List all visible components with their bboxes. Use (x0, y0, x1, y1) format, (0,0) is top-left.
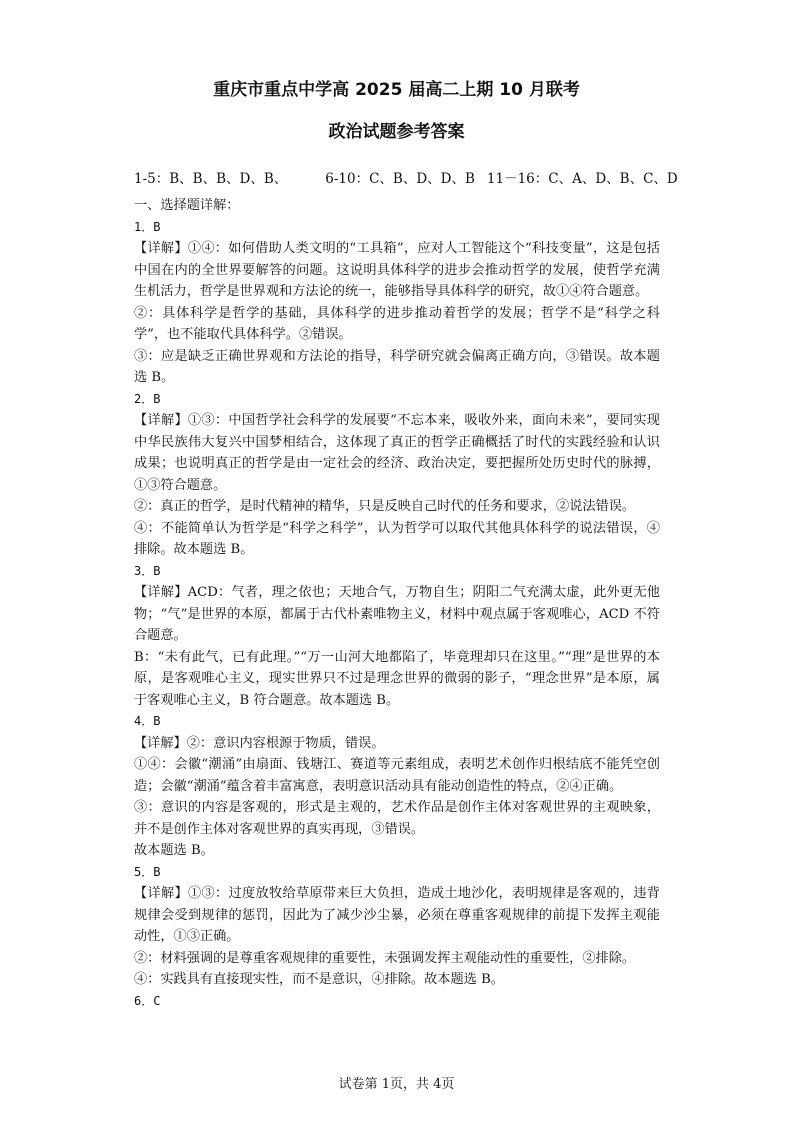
question-number: 1．B (134, 219, 161, 234)
explanations (134, 195, 660, 1012)
explanation-paragraph: 【详解】①④：如何借助人类文明的“工具箱”，应对人工智能这个“科技变量”，这是包括中国在内的全世界要解答的问题。这说明具体科学的进步会推动哲学的发展，使哲学充满生机活力，哲学是世界观和方法论的统一，能够指导具体科学的研究，故①④符合题意。 (134, 241, 660, 299)
explanation-paragraph: 【详解】①③：过度放牧给草原带来巨大负担，造成土地沙化，表明规律是客观的，违背规律会受到规律的惩罚，因此为了减少沙尘暴，必须在尊重客观规律的前提下发挥主观能动性，①③正确。 (134, 886, 660, 944)
answer-key-row (134, 167, 678, 187)
question-number: 5．B (134, 864, 161, 879)
explanation-paragraph: 【详解】①③：中国哲学社会科学的发展要“不忘本来，吸收外来，面向未来”，要同实现中华民族伟大复兴中国梦相结合，这体现了真正的哲学正确概括了时代的实践经验和认识成果；也说明真正的哲学是由一定社会的经济、政治决定，要把握所处历史时代的脉搏，①③符合题意。 (134, 413, 660, 493)
explanation-paragraph: ②：真正的哲学，是时代精神的精华，只是反映自己时代的任务和要求，②说法错误。 (134, 499, 636, 514)
explanation-paragraph: ③：应是缺乏正确世界观和方法论的指导，科学研究就会偏离正确方向，③错误。故本题选 B。 (134, 348, 660, 385)
question-number: 3．B (134, 563, 161, 578)
answer-key-6-10: 6-10：C、B、D、D、B (325, 171, 475, 187)
explanation-paragraph: ②：材料强调的是尊重客观规律的重要性，未强调发挥主观能动性的重要性，②排除。 (134, 950, 636, 966)
explanation-paragraph: B：“未有此气，已有此理。”“万一山河大地都陷了，毕竟理却只在这里。”“理”是世界的本原，是客观唯心主义，现实世界只不过是理念世界的微弱的影子，“理念世界”是本原，属于客观唯心主义，B 符合题意。故本题选 B。 (134, 649, 660, 708)
explanation-paragraph: ①④：会徽“潮涌”由扇面、钱塘江、赛道等元素组成，表明艺术创作归根结底不能凭空创造；会徽“潮涌”蕴含着丰富寓意，表明意识活动具有能动创造性的特点，②④正确。 (134, 757, 660, 794)
explanation-paragraph: ④：实践具有直接现实性，而不是意识，④排除。故本题选 B。 (134, 972, 504, 987)
document-title: 重庆市重点中学高 2025 届高二上期 10 月联考 (213, 80, 580, 100)
answer-key-1-5: 1-5：B、B、B、D、B、 (134, 171, 288, 187)
document-subtitle: 政治试题参考答案 (328, 122, 465, 142)
explanation-paragraph: 故本题选 B。 (134, 843, 214, 858)
explanation-paragraph: 【详解】ACD：气者，理之依也；天地合气，万物自生；阴阳二气充满太虚，此外更无他物；“气”是世界的本原，都属于古代朴素唯物主义，材料中观点属于客观唯心，ACD 不符合题意。 (134, 585, 660, 643)
explanation-paragraph: 【详解】②：意识内容根源于物质，错误。 (134, 735, 385, 751)
question-number: 2．B (134, 391, 161, 406)
question-number: 4．B (134, 714, 161, 728)
explanation-paragraph: ④：不能简单认为哲学是“科学之科学”，认为哲学可以取代其他具体科学的说法错误，④排除。故本题选 B。 (134, 520, 660, 557)
question-number: 6．C (134, 993, 161, 1008)
section-heading: 一、选择题详解： (134, 198, 240, 213)
explanation-paragraph: ②：具体科学是哲学的基础，具体科学的进步推动着哲学的发展；哲学不是“科学之科学”，也不能取代具体科学。②错误。 (134, 305, 660, 342)
page-footer: 试卷第 1页，共 4页 (338, 1077, 455, 1092)
answer-key-11-16: 11－16：C、A、D、B、C、D (486, 171, 678, 187)
explanation-paragraph: ③：意识的内容是客观的，形式是主观的，艺术作品是创作主体对客观世界的主观映象，并不是创作主体对客观世界的真实再现，③错误。 (134, 800, 660, 837)
